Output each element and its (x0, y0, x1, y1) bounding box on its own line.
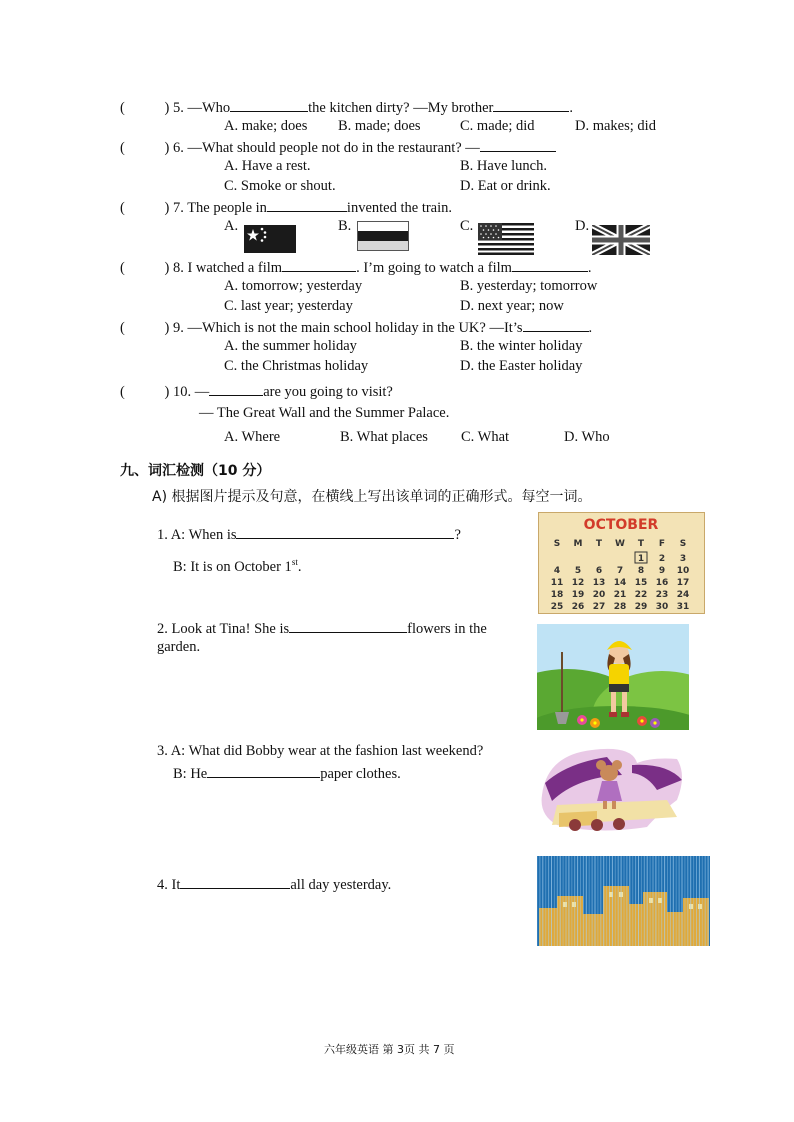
girl-planting-flowers-image (537, 624, 689, 730)
calendar-day: 11 (550, 578, 564, 588)
calendar-day: 26 (571, 602, 585, 612)
calendar-day: 17 (676, 578, 690, 588)
answer-paren-open: ( (120, 320, 125, 336)
question-stem: I watched a film (187, 260, 283, 276)
answer-paren-close: ) (164, 100, 170, 116)
calendar-day: 16 (655, 578, 669, 588)
option: A. the summer holiday (224, 338, 357, 354)
calendar-day: 15 (634, 578, 648, 588)
option: A. make; does (224, 118, 308, 134)
answer-blank[interactable] (267, 197, 347, 212)
question-stem: —What should people not do in the restaurant? — (187, 140, 480, 156)
answer-blank[interactable] (236, 524, 454, 539)
calendar-day: 9 (658, 566, 666, 576)
question-number: 10. (172, 384, 192, 400)
answer-paren-open: ( (120, 100, 125, 116)
question-number: 8. (172, 260, 184, 276)
calendar-day: 19 (571, 590, 585, 600)
option: B. yesterday; tomorrow (460, 278, 598, 294)
item-text: . (297, 558, 302, 575)
calendar-day: 25 (550, 602, 564, 612)
question-stem: are you going to visit? (263, 384, 393, 400)
question-stem: . (569, 100, 573, 116)
calendar-day: 8 (637, 566, 645, 576)
question-number: 9. (172, 320, 184, 336)
calendar-day: 27 (592, 602, 606, 612)
uk-flag-icon (592, 225, 650, 255)
item-text: flowers in the (407, 621, 487, 637)
answer-paren-open: ( (120, 200, 125, 216)
rain-city-image (537, 856, 710, 946)
calendar-day: 4 (553, 566, 561, 576)
question-7 (120, 197, 452, 217)
option: B. Have lunch. (460, 158, 547, 174)
option: D. the Easter holiday (460, 358, 583, 374)
item-text: It (171, 877, 181, 893)
option: B. made; does (338, 118, 421, 134)
calendar-day: 12 (571, 578, 585, 588)
calendar-weekday: S (553, 539, 561, 549)
question-number: 5. (172, 100, 184, 116)
option: C. the Christmas holiday (224, 358, 369, 374)
question-stem: —Who (187, 100, 231, 116)
calendar-weekday: W (615, 539, 625, 549)
calendar-weekday: M (573, 539, 583, 549)
section-title: 九、词汇检测（10 分） (120, 463, 271, 479)
answer-paren-close: ) (164, 200, 170, 216)
item-text: garden. (157, 639, 201, 655)
question-9 (120, 317, 592, 337)
option: D. Who (564, 429, 610, 445)
answer-blank[interactable] (230, 97, 308, 112)
item-number: 1. (157, 527, 168, 543)
question-reply: — The Great Wall and the Summer Palace. (199, 405, 450, 421)
answer-blank[interactable] (523, 317, 589, 332)
option: C. Smoke or shout. (224, 178, 336, 194)
item-text: A: What did Bobby wear at the fashion last weekend? (170, 743, 484, 759)
question-stem: invented the train. (346, 200, 453, 216)
question-number: 7. (172, 200, 184, 216)
answer-blank[interactable] (180, 874, 290, 889)
answer-blank[interactable] (209, 381, 263, 396)
page-footer: 六年级英语 第 3页 共 7 页 (324, 1043, 455, 1056)
option: B. (338, 218, 352, 234)
calendar-weekday: T (637, 539, 645, 549)
usa-flag-icon (478, 223, 534, 255)
calendar-day: 14 (613, 578, 627, 588)
answer-blank[interactable] (207, 763, 320, 778)
calendar-day: 23 (655, 590, 669, 600)
calendar-october-image (538, 512, 705, 614)
item-number: 3. (157, 743, 168, 759)
section-instruction: A) 根据图片提示及句意，在横线上写出该单词的正确形式。每空一词。 (152, 489, 592, 505)
china-flag-icon (244, 225, 296, 253)
calendar-month: OCTOBER (583, 517, 659, 533)
question-number: 6. (172, 140, 184, 156)
calendar-day: 18 (550, 590, 564, 600)
vocab-item-3 (157, 742, 483, 760)
calendar-day: 5 (574, 566, 582, 576)
answer-paren-close: ) (164, 384, 170, 400)
calendar-day: 13 (592, 578, 606, 588)
calendar-day: 7 (616, 566, 624, 576)
calendar-weekday: S (679, 539, 687, 549)
answer-paren-close: ) (164, 320, 170, 336)
answer-blank[interactable] (480, 137, 556, 152)
question-6 (120, 137, 556, 157)
item-text: A: When is (170, 527, 237, 543)
answer-paren-open: ( (120, 384, 125, 400)
option: A. Where (224, 429, 281, 445)
superscript: st (291, 557, 298, 567)
calendar-day: 10 (676, 566, 690, 576)
question-stem: The people in (187, 200, 267, 216)
option: C. last year; yesterday (224, 298, 353, 314)
calendar-day: 31 (676, 602, 690, 612)
answer-blank[interactable] (493, 97, 569, 112)
calendar-day: 2 (658, 554, 666, 564)
option: A. Have a rest. (224, 158, 311, 174)
answer-paren-open: ( (120, 140, 125, 156)
answer-paren-open: ( (120, 260, 125, 276)
item-text: paper clothes. (320, 766, 401, 782)
option: A. tomorrow; yesterday (224, 278, 363, 294)
vocab-item-3-answer-line (173, 763, 401, 783)
option: D. (575, 218, 590, 234)
answer-paren-close: ) (164, 260, 170, 276)
option: B. the winter holiday (460, 338, 583, 354)
option: C. What (461, 429, 510, 445)
vocab-item-1 (157, 524, 461, 544)
question-10 (120, 381, 393, 401)
question-stem: — (194, 384, 210, 400)
calendar-weekday: F (658, 539, 666, 549)
item-number: 4. (157, 877, 168, 893)
germany-flag-icon (357, 221, 409, 251)
question-stem: . (588, 320, 593, 336)
vocab-item-2 (157, 618, 487, 638)
answer-blank[interactable] (282, 257, 356, 272)
option: C. made; did (460, 118, 535, 134)
calendar-day: 24 (676, 590, 690, 600)
item-text: B: He (173, 766, 208, 782)
question-stem: the kitchen dirty? —My brother (308, 100, 494, 116)
option: A. (224, 218, 239, 234)
calendar-day: 6 (595, 566, 603, 576)
question-stem: . I’m going to watch a film (356, 260, 512, 276)
item-text: Look at Tina! She is (171, 621, 290, 637)
calendar-day: 1 (637, 554, 645, 564)
calendar-day: 28 (613, 602, 627, 612)
answer-blank[interactable] (289, 618, 407, 633)
calendar-weekday: T (595, 539, 603, 549)
option: C. (460, 218, 474, 234)
vocab-item-1-answer-line (173, 553, 301, 576)
item-text: all day yesterday. (290, 877, 392, 893)
option: D. makes; did (575, 118, 656, 134)
calendar-day: 22 (634, 590, 648, 600)
option: D. next year; now (460, 298, 564, 314)
question-stem: —Which is not the main school holiday in the UK? —It’s (187, 320, 523, 336)
calendar-day: 21 (613, 590, 627, 600)
fashion-show-mouse-image (537, 745, 689, 833)
question-5 (120, 97, 573, 117)
answer-paren-close: ) (164, 140, 170, 156)
vocab-item-4 (157, 874, 391, 894)
item-number: 2. (157, 621, 168, 637)
calendar-day: 3 (679, 554, 687, 564)
calendar-day: 20 (592, 590, 606, 600)
question-stem: . (587, 260, 592, 276)
answer-blank[interactable] (512, 257, 588, 272)
question-8 (120, 257, 592, 277)
calendar-day: 29 (634, 602, 648, 612)
item-text: B: It is on October 1 (173, 558, 292, 575)
item-text: ? (454, 527, 461, 543)
option: D. Eat or drink. (460, 178, 551, 194)
option: B. What places (340, 429, 428, 445)
calendar-day: 30 (655, 602, 669, 612)
